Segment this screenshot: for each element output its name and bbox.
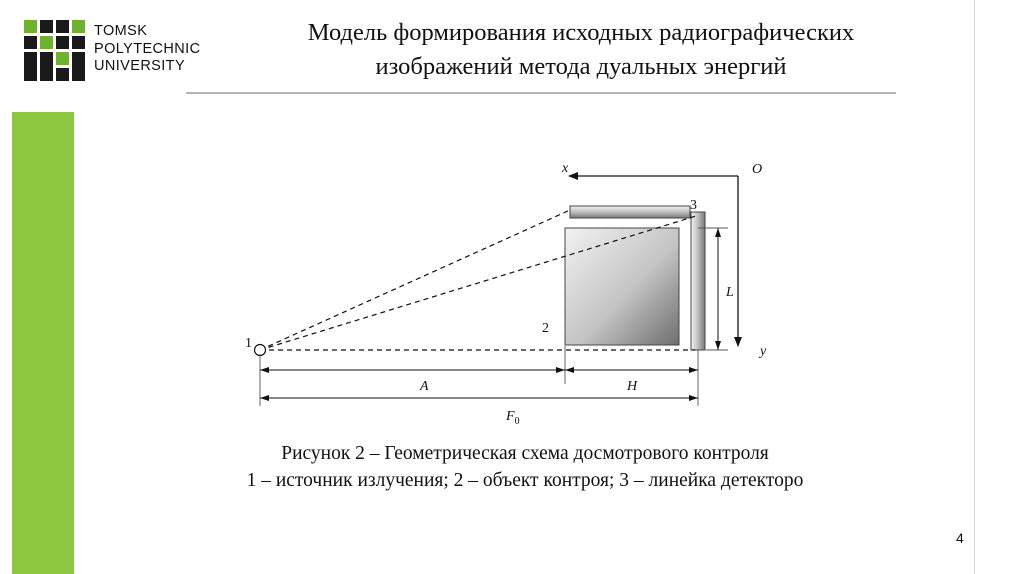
- accent-sidebar: [12, 112, 74, 574]
- distance-h-label: H: [627, 379, 638, 394]
- slide-title: [196, 16, 966, 84]
- detector-number: 3: [690, 198, 697, 213]
- caption-line-2: 1 – источник излучения; 2 – объект контроя; 3 – линейка детекторо: [246, 470, 804, 491]
- inspected-object: [565, 228, 679, 345]
- radiation-source-icon: [255, 345, 266, 356]
- right-divider: [974, 0, 975, 574]
- object-number: 2: [542, 321, 549, 336]
- slide-title-line-1: Модель формирования исходных радиографических: [307, 19, 855, 46]
- logo-line-2: POLYTECHNIC: [94, 40, 201, 57]
- tpu-logo-icon: [24, 20, 88, 82]
- logo-line-1: TOMSK: [94, 23, 148, 39]
- title-underline: [186, 92, 896, 94]
- source-number: 1: [245, 336, 252, 351]
- length-label: L: [726, 285, 734, 300]
- focal-distance-label: [505, 409, 520, 427]
- distance-a-label: A: [420, 379, 429, 394]
- focal-distance-base: F: [506, 409, 515, 424]
- x-axis-label: x: [562, 161, 569, 176]
- geometry-diagram: [240, 148, 800, 438]
- page-number: 4: [956, 530, 964, 546]
- caption-line-1: Рисунок 2 – Геометрическая схема досмотрового контроля: [281, 443, 769, 464]
- logo-wordmark: [94, 23, 200, 76]
- logo-line-3: UNIVERSITY: [94, 58, 186, 74]
- slide-title-line-2: изображений метода дуальных энергий: [375, 53, 787, 80]
- figure-caption: [120, 440, 930, 494]
- origin-label: O: [752, 162, 763, 177]
- y-axis-label: y: [760, 344, 767, 359]
- focal-distance-subscript: 0: [514, 416, 520, 427]
